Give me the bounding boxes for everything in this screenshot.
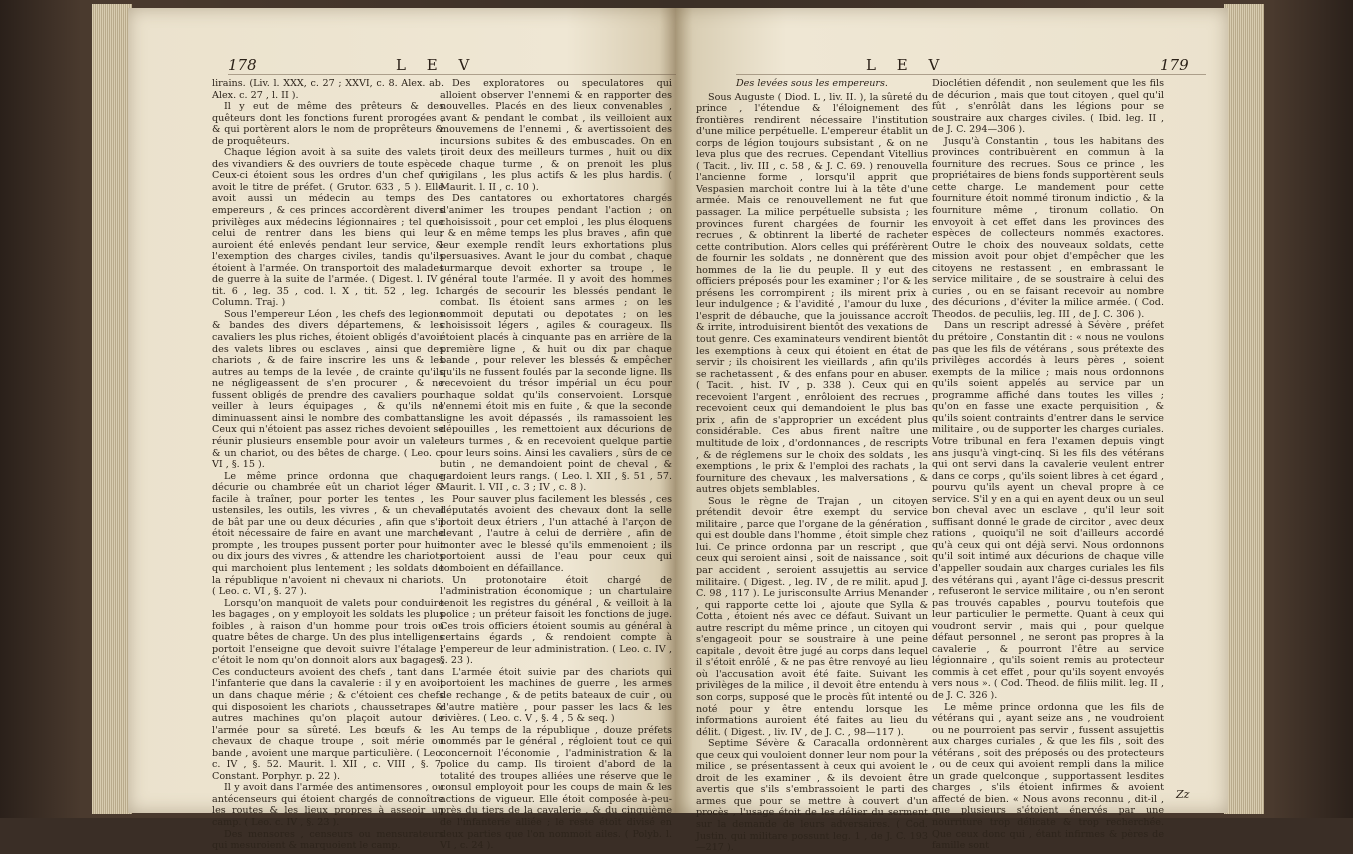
left-page-edges	[92, 4, 132, 814]
left-page	[128, 8, 676, 852]
paragraph: L'armée étoit suivie par des chariots qui portoient les machines de guerre , les armes de rechange , & de petits bateaux de cuir , ou d'autre matière , pour passer les lacs & les rivières. ( Leo. c. V , §. 4 , 5 & seq. )	[440, 666, 672, 725]
paragraph: Des mensores , censeurs ou mensurateurs qui mesuroient & marquoient le camp.	[212, 828, 444, 852]
paragraph: lirains. (Liv. l. XXX, c. 27 ; XXVI, c. 8. Alex. ab. Alex. c. 27 , l. II ).	[212, 78, 444, 101]
paragraph: Au temps de la république , douze préfets nommés par le général , régloient tout ce qui concernoit l'économie , l'administration & la police du camp. Ils tiroient d'abord de la totalité des troupes alliées une réserve que le consul employoit pour les coups de main & les actions de vigueur. Elle étoit composée à-peu-près du tiers de la cavalerie , & du cinquième de l'infanterie alliée ; le reste étoit divisé en deux parties que l'on nommoit ailes. ( Polyb. l. VI , c. 24 ).	[440, 724, 672, 852]
paragraph: Sous le règne de Trajan , un citoyen prétendit devoir être exempt du service militaire , parce que l'organe de la génération , qui est double dans l'homme , étoit simple chez lui. Ce prince ordonna par un rescript , que ceux qui seroient ainsi , soit de naissance , soit par accident , seroient assujettis au service militaire. ( Digest. , leg. IV , de re milit. apud J. C. 98 , 117 ). Le jurisconsulte Arrius Menander , qui rapporte cette loi , ajoute que Sylla & Cotta , étoient nés avec ce défaut. Suivant un autre rescript du même prince , un citoyen qui s'engageoit pour se soustraire à une peine capitale , devoit être jugé au corps dans lequel il s'étoit enrôlé , & ne pas être renvoyé au lieu où l'accusation avoit été faite. Suivant les privilèges de la milice , il devoit être entendu à son corps, supposé que le procès fût intenté ou noté pour y être entendu lorsque les informations auroient été faites au lieu du délit. ( Digest. , liv. IV , de J. C. , 98—117 ).	[696, 495, 928, 738]
paragraph: Un protonotaire étoit chargé de l'administration économique ; un chartulaire tenoit les registres du général , & veilloit à la police ; un préteur faisoit les fonctions de juge. Ces trois officiers étoient soumis au général à certains égards , & rendoient compte à l'empereur de leur administration. ( Leo. c. IV , §. 23 ).	[440, 574, 672, 667]
paragraph: Des exploratores ou speculatores qui alloient observer l'ennemi & en rapporter des nouvelles. Placés en des lieux convenables , avant & pendant le combat , ils veilloient aux mouvemens de l'ennemi , & avertissoient des incursions subites & des embuscades. On en tiroit deux des meilleurs turmes , huit ou dix de chaque turme , & on prenoit les plus vigilans , les plus actifs & les plus hardis. ( Maurit. l. II , c. 10 ).	[440, 78, 672, 193]
paragraph: Des cantatores ou exhortatores chargés d'animer les troupes pendant l'action ; on choisissoit , pour cet emploi , les plus éloquens ; & en même temps les plus braves , afin que leur exemple rendît leurs exhortations plus persuasives. Avant le jour du combat , chaque turmarque devoit exhorter sa troupe , le général toute l'armée. Il y avoit des hommes chargés de secourir les blessés pendant le combat. Ils étoient sans armes ; on les nommoit deputati ou depotates ; on les choisissoit légers , agiles & courageux. Ils étoient placés à cinquante pas en arrière de la première ligne , & huit ou dix par chaque bande , pour relever les blessés & empêcher qu'ils ne fussent foulés par la seconde ligne. Ils recevoient du trésor impérial un écu pour chaque soldat qu'ils conservoient. Lorsque l'ennemi étoit mis en fuite , & que la seconde ligne les avoit dépassés , ils ramassoient les dépouilles , les remettoient aux décurions de leurs turmes , & en recevoient quelque partie pour leurs soins. Ainsi les cavaliers , sûrs de ce butin , ne demandoient point de cheval , & gardoient leurs rangs. ( Leo. l. XII , §. 51 , 57. Maurit. l. VII , c. 3 ; IV , c. 8 ).	[440, 193, 672, 494]
paragraph: Sous Auguste ( Diod. L , liv. II. ), la sûreté du prince , l'étendue & l'éloignement des frontières rendirent nécessaire l'institution d'une milice perpétuelle. L'empereur établit un corps de légion toujours subsistant , & on ne leva plus que des recrues. Cependant Vitellius ( Tacit. , liv. III , c. 58 , & J. C. 69. ) renouvella l'ancienne forme , lorsqu'il apprit que Vespasien marchoit contre lui à la tête d'une armée. Mais ce renouvellement ne fut que passager. La milice perpétuelle subsista ; les provinces furent chargées de fournir les recrues , & obtinrent la liberté de racheter cette contribution. Alors celles qui préférèrent de fournir les soldats , ne donnèrent que des hommes de la lie du peuple. Il y eut des officiers préposés pour les examiner ; l'or & les présens les corrompirent ; ils mirent prix à leur indulgence ; & l'avidité , l'amour du luxe , l'esprit de débauche, que la jouissance accroît & irrite, introduisirent bientôt des vexations de tout genre. Ces examinateurs vendirent bientôt les exemptions à ceux qui étoient en état de servir ; ils choisirent les vieillards , afin qu'ils se rachetassent , & des enfans pour en abuser. ( Tacit. , hist. IV , p. 338 ). Ceux qui en recevoient l'argent , enrôloient des recrues , recevoient ceux qui demandoient le plus bas prix , afin de s'approprier un excédent plus considérable. Ces abus firent naître une multitude de loix , d'ordonnances , de rescripts , & de réglemens sur le choix des soldats , les exemptions , le prix & l'emploi des rachats , la fourniture des chevaux , les malversations , & autres objets semblables.	[696, 91, 928, 496]
paragraph: Septime Sévère & Caracalla ordonnèrent que ceux qui vouloient donner leur nom pour la milice , se présentassent à ceux qui avoient le droit de les examiner , & ils devoient être avertis que s'ils s'embrassoient le parti des armes que pour se mettre à couvert d'un procès , l'usage étoit de les délier du serment sur la demande de leurs adversaires. ( Cod. Justin. qui militare possunt leg. 1 , de J. C. 193—217 ).	[696, 738, 928, 854]
paragraph: Dans un rescript adressé à Sévère , préfet du prétoire , Constantin dit : « nous ne voulons pas que les fils de vétérans , sous prétexte des privilèges accordés à leurs pères , soient exempts de la milice ; mais nous ordonnons qu'ils soient appelés au service par un programme affiché dans toutes les villes ; qu'on en fasse une exacte perquisition , & qu'ils soient contraints d'entrer dans le service militaire , ou de supporter les charges curiales. Votre tribunal en fera l'examen depuis vingt ans jusqu'à vingt-cinq. Si les fils des vétérans qui ont servi dans la cavalerie veulent entrer dans ce corps , qu'ils soient libres à cet égard , pourvu qu'ils ayent un cheval propre à ce service. S'il y en a qui en ayent deux ou un seul bon cheval avec un esclave , qu'il leur soit suffisant donné le grade de circitor , avec deux rations , quoiqu'il ne soit d'ailleurs accordé qu'à ceux qui ont déjà servi. Nous ordonnons qu'il soit intimé aux décurions de chaque ville d'appeller soudain aux charges curiales les fils des vétérans qui , ayant l'âge ci-dessus prescrit , refuseront le service militaire , ou n'en seront pas trouvés capables , pourvu toutefois que leur particulier le permette. Quant à ceux qui voudront servir , mais qui , pour quelque défaut personnel , ne seront pas propres à la cavalerie , & pourront l'être au service légionnaire , qu'ils soient remis au protecteur commis à cet effet , pour qu'ils soyent envoyés vers nous ». ( Cod. Theod. de filiis milit. leg. II , de J. C. 326 ).	[932, 320, 1164, 701]
running-header-right: L E V	[866, 56, 948, 74]
signature-mark: Zz	[1176, 788, 1190, 801]
right-page	[676, 8, 1228, 854]
paragraph: Il y eut de même des prêteurs & des quêteurs dont les fonctions furent prorogées , & qui portèrent alors le nom de proprêteurs & de proquêteurs.	[212, 101, 444, 147]
page-number-left: 178	[228, 56, 257, 74]
right-page-edges	[1224, 4, 1264, 814]
header-rule-right	[736, 74, 1206, 75]
header-rule-left	[228, 74, 728, 75]
paragraph: Jusqu'à Constantin , tous les habitans des provinces contribuèrent en commun à la fourniture des recrues. Sous ce prince , les propriétaires de biens fonds supportèrent seuls cette charge. Le mandement pour cette fourniture étoit nommé tironum indictio , & la fourniture même , tironum collatio. On envoyoit à cet effet dans les provinces des espèces de collecteurs nommés exactores. Outre le choix des nouveaux soldats, cette mission avoit pour objet d'empêcher que les citoyens ne restassent , en embrassant le service militaire , de se soustraire à celui des curies , ou en se faisant recevoir au nombre des décurions , d'éviter la milice armée. ( Cod. Theodos. de peculiis, leg. III , de J. C. 306 ).	[932, 135, 1164, 320]
paragraph: Dioclétien défendit , non seulement que les fils de décurion , mais que tout citoyen , quel qu'il fût , s'enrôlât dans les légions pour se soustraire aux charges civiles. ( Ibid. leg. II , de J. C. 294—306 ).	[932, 78, 1164, 136]
running-header-left: L E V	[396, 56, 478, 74]
paragraph: Lorsqu'on manquoit de valets pour conduire les bagages , on y employoit les soldats les plus foibles , à raison d'un homme pour trois ou quatre bêtes de charge. Un des plus intelligens portoit l'enseigne que devoit suivre l'étalage ; c'étoit le nom qu'on donnoit alors aux bagages. Ces conducteurs avoient des chefs , tant dans l'infanterie que dans la cavalerie : il y en avoit un dans chaque mérie ; & c'étoient ces chefs qui disposoient les chariots , chaussetrapes & autres machines qu'on plaçoit autour de l'armée pour sa sûreté. Les bœufs & les chevaux de chaque troupe , soit mérie ou bande , avoient une marque particulière. ( Leo. c. IV , §. 52. Maurit. l. XII , c. VIII , §. 7. Constant. Porphyr. p. 22 ).	[212, 597, 444, 782]
paragraph: Le même prince ordonna que chaque décurie ou chambrée eût un chariot léger & facile à traîner, pour porter les tentes , les ustensiles, les outils, les vivres , & un cheval de bât par une ou deux décuries , afin que s'il étoit nécessaire de faire en avant une marche prompte , les troupes pussent porter pour huit ou dix jours des vivres , & attendre les chariots qui marchoient plus lentement ; les soldats de la république n'avoient ni chevaux ni chariots. ( Leo. c. VI , §. 27 ).	[212, 470, 444, 598]
right-column-2	[932, 78, 1164, 852]
paragraph: Pour sauver plus facilement les blessés , ces députatés avoient des chevaux dont la selle portoit deux étriers , l'un attaché à l'arçon de devant , l'autre à celui de derrière , afin de monter avec le blessé qu'ils emmenoient ; ils portoient aussi de l'eau pour ceux qui tomboient en défaillance.	[440, 493, 672, 574]
page-number-right: 179	[1160, 56, 1189, 74]
paragraph: Il y avoit dans l'armée des antimensores , ou antécenseurs qui étoient chargés de connoître les routes & les lieux propres à asseoir un camp. ( Leo. c. IV , §. 23 ).	[212, 782, 444, 828]
paragraph: Le même prince ordonna que les fils de vétérans qui , ayant seize ans , ne voudroient ou ne pourroient pas servir , fussent assujettis aux charges curiales , & que les fils , soit des vétérans , soit des préposés ou des protecteurs , ou de ceux qui avoient rempli dans la milice un grade quelconque , supportassent lesdites charges , s'ils étoient infirmes & avoient affecté de bien. « Nous avons reconnu , dit-il , que plusieurs s'étoient énervés par une nourriture trop délicate & trop recherchée. Que ceux donc qui , étant infirmes & pères de famille sont	[932, 701, 1164, 852]
left-column-1	[212, 78, 444, 852]
left-column-2	[440, 78, 672, 852]
right-column-1	[696, 78, 928, 854]
paragraph: Sous l'empereur Léon , les chefs des legions & bandes des divers départemens, & les cavaliers les plus riches, étoient obligés d'avoir des valets libres ou esclaves , ainsi que des chariots , & de faire inscrire les uns & les autres au temps de la levée , de crainte qu'ils ne négligeassent de s'en procurer , & ne fussent obligés de prendre des cavaliers pour veiller à leurs équipages , & qu'ils ne diminuassent ainsi le nombre des combattans. Ceux qui n'étoient pas assez riches devoient se réunir plusieurs ensemble pour avoir un valet & un chariot, ou des bêtes de charge. ( Leo. c. VI , §. 15 ).	[212, 308, 444, 471]
section-subtitle: Des levées sous les empereurs.	[735, 78, 888, 89]
paragraph: Chaque légion avoit à sa suite des valets , des vivandiers & des ouvriers de toute espèce. Ceux-ci étoient sous les ordres d'un chef qui avoit le titre de préfet. ( Grutor. 633 , 5 ). Elle avoit aussi un médecin au temps des empereurs , & ces princes accordèrent divers privilèges aux médecins légionnaires ; tel que celui de rentrer dans les biens qui leur auroient été enlevés pendant leur service, & l'exemption des charges civiles, tandis qu'ils étoient à l'armée. On transportoit des malades de guerre à la suite de l'armée. ( Digest. l. IV , tit. 6 , leg. 35 , cod. l. X , tit. 52 , leg. 1. Column. Traj. )	[212, 147, 444, 309]
